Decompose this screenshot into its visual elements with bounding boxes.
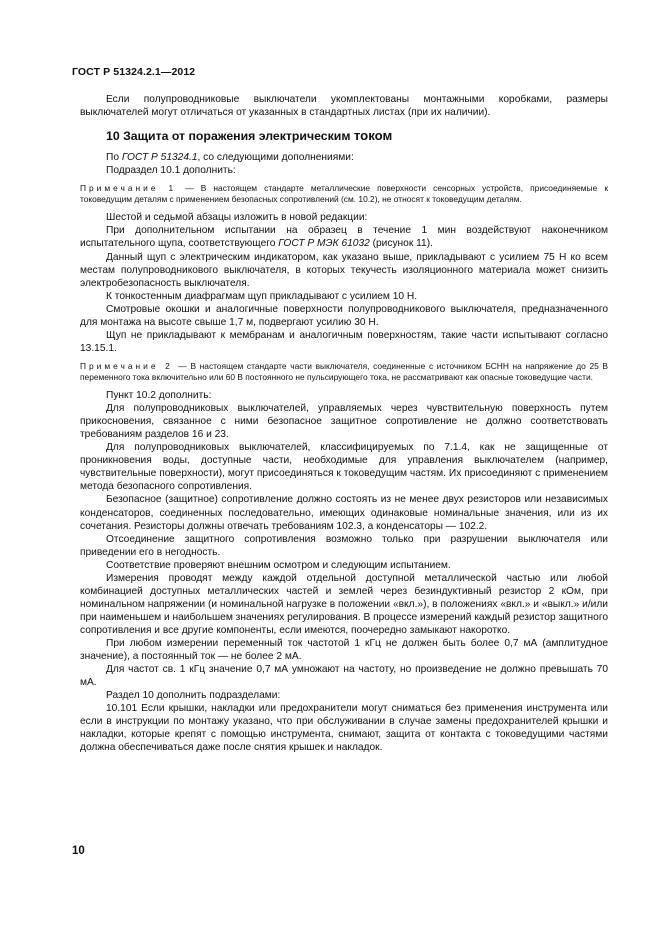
paragraph-safe-resistance: Безопасное (защитное) сопротивление должно состоять из не менее двух резисторов или независимых конденсаторов, соединенных последовательно, имеющих одинаковые номинальные значения, или из их сочетания. Резисторы должны отвечать требованиям 102.3, а конденсаторы — 102.2. bbox=[80, 494, 608, 532]
paragraph-measurements: Измерения проводят между каждой отдельной доступной металлической частью или любой комбинацией доступных металлических частей и землей через безиндуктивный резистор 2 кОм, при номинальном напряжении (и номинальной нагрузке в положении «вкл.»), в положениях «вкл.» и «выкл.» и/или при наименьшем и наибольшем значениях регулирования. В процессе измерений каждый резистор защитного сопротивления и все другие компоненты, если имеются, поочередно замыкают накоротко. bbox=[80, 572, 608, 636]
section-heading-tail: током bbox=[353, 128, 393, 144]
note-2-label: Примечание 2 bbox=[80, 360, 173, 371]
paragraph-freq-above: Для частот св. 1 кГц значение 0,7 мА умножают на частоту, но произведение не должно превышать 70 мА. bbox=[80, 664, 608, 689]
paragraph-section-10-add: Раздел 10 дополнить подразделами: bbox=[106, 690, 281, 702]
note-1-text: — В настоящем стандарте металлические поверхности сенсорных устройств, присоединяемые к токоведущим деталям с применением безопасных сопротивлений (см. 10.2), не относят к токоведущим деталям. bbox=[80, 183, 608, 205]
gost-ref: ГОСТ Р 51324.1 bbox=[121, 152, 198, 164]
paragraph-10-101: 10.101 Если крышки, накладки или предохранители могут сниматься без применения инструмента или если в инструкции по монтажу указано, что при обслуживании в случае замены предохранителей крышки и накладки, которые крепят с помощью инструмента, снимают, защита от контакта с токоведущими частями должна обеспечиваться даже после снятия крышек и накладок. bbox=[80, 703, 608, 754]
paragraph-windows: Смотровые окошки и аналогичные поверхности полупроводникового выключателя, предназначенного для монтажа на высоте свыше 1,7 м, подвергают усилию 30 Н. bbox=[80, 303, 608, 328]
paragraph-compliance: Соответствие проверяют внешним осмотром и следующим испытанием. bbox=[106, 559, 451, 571]
gost-pre: По bbox=[106, 152, 119, 164]
paragraph-disconnect: Отсоединение защитного сопротивления возможно только при разрушении выключателя или приведении его в негодность. bbox=[80, 533, 608, 558]
paragraph-subsection-10-1: Подраздел 10.1 дополнить: bbox=[106, 165, 236, 177]
paragraph-classified: Для полупроводниковых выключателей, классифицируемых по 7.1.4, как не защищенные от проникновения воды, доступные части, необходимые для управления выключателем (например, чувствительные поверхности), могут присоединяться к токоведущим частям. Их присоединяют с применением метода безопасного сопротивления. bbox=[80, 442, 608, 493]
note-1-label: Примечание 1 bbox=[80, 183, 177, 194]
test-post: (рисунок 11). bbox=[369, 238, 433, 250]
paragraph-thin-diaphragm: К тонкостенным диафрагмам щуп прикладывают с усилием 10 Н. bbox=[106, 290, 418, 302]
page-header-standard-id: ГОСТ Р 51324.2.1—2012 bbox=[72, 66, 196, 78]
gost-post: , со следующими дополнениями: bbox=[197, 152, 354, 164]
test-ref: ГОСТ Р МЭК 61032 bbox=[278, 238, 370, 250]
paragraph-intro: Если полупроводниковые выключатели укомплектованы монтажными коробками, размеры выключателей могут отличаться от указанных в стандартных листах (при их наличии). bbox=[80, 94, 608, 119]
paragraph-ac-limit: При любом измерении переменный ток частотой 1 кГц не должен быть более 0,7 мА (амплитудное значение), а постоянный ток — не более 2 мА. bbox=[80, 637, 608, 663]
note-2-text: — В настоящем стандарте части выключателя, соединенные с источником БСНН на напряжение до 25 В переменного тока включительно или 60 В постоянного не пульсирующего тока, не рассматривают как опасные токоведущие части. bbox=[80, 360, 608, 382]
paragraph-membranes: Щуп не прикладывают к мембранам и аналогичным поверхностям, такие части испытывают согласно 13.15.1. bbox=[80, 329, 608, 354]
note-2 bbox=[80, 361, 608, 383]
paragraph-touch-controlled: Для полупроводниковых выключателей, управляемых через чувствительную поверхность путем прикосновения, связанное с ними безопасное защитное сопротивление не должно соответствовать требованиям разделов 16 и 23. bbox=[80, 403, 608, 441]
note-1 bbox=[80, 183, 608, 205]
section-heading bbox=[80, 128, 608, 144]
page-number: 10 bbox=[72, 845, 85, 857]
paragraph-test bbox=[80, 224, 608, 250]
paragraph-item-10-2: Пункт 10.2 дополнить: bbox=[106, 390, 212, 402]
test-pre: При дополнительном испытании на образец в течение 1 мин воздействуют наконечником испытательного щупа, соответствующего bbox=[80, 225, 608, 250]
page-content bbox=[80, 93, 608, 754]
paragraph-gost-reference bbox=[80, 151, 608, 164]
section-heading-text: 10 Защита от поражения электрическим bbox=[106, 129, 351, 144]
paragraph-sixth-seventh: Шестой и седьмой абзацы изложить в новой редакции: bbox=[106, 212, 368, 224]
paragraph-probe-indicator: Данный щуп с электрическим индикатором, как указано выше, прикладывают с усилием 75 Н ко всем местам полупроводникового выключателя, в которых текучесть изоляционного материала может снизить электробезопасность выключателя. bbox=[80, 251, 608, 289]
